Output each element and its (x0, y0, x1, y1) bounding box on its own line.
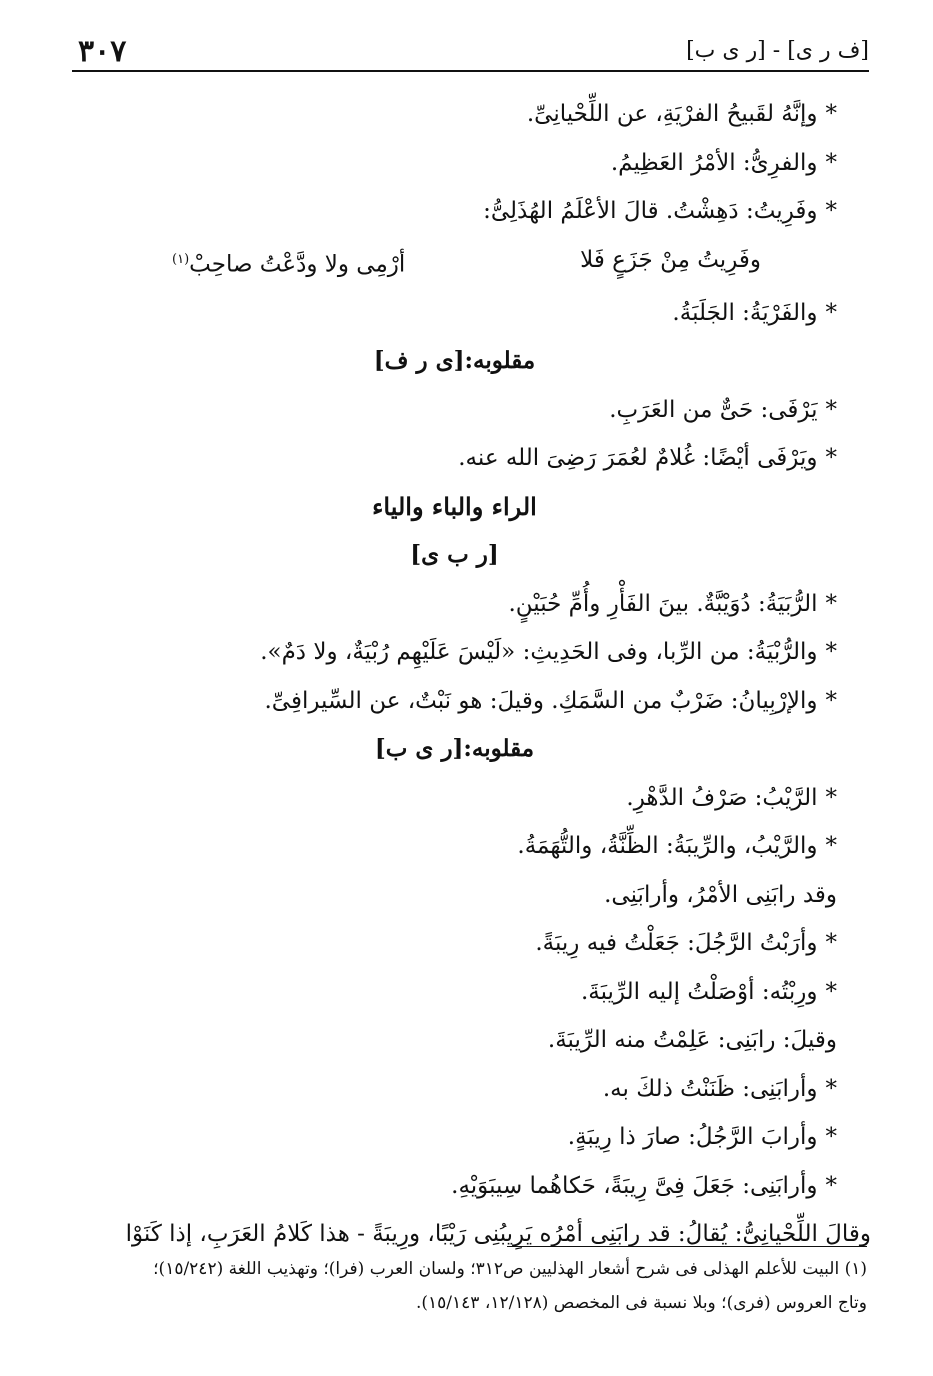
entry-line: *وأرَبْتُ الرَّجُلَ: جَعَلْتُ فيه رِيبَةً. (535, 930, 837, 957)
entry-line: *وإنَّهُ لقَبيحُ الفرْيَةِ، عن اللِّحْيانِىِّ. (526, 101, 837, 127)
section-title: الراء والباء والياء (372, 491, 537, 521)
page-header (72, 28, 869, 72)
verse-first-half: وفَرِيتُ مِنْ جَزَعٍ فَلا (580, 246, 761, 273)
entry-marker-icon: * (825, 1172, 837, 1199)
entry-marker-icon: * (825, 445, 837, 472)
footnotes (68, 1252, 867, 1320)
entry-line: *وأرابَ الرَّجُلُ: صارَ ذا رِيبَةٍ. (567, 1124, 837, 1151)
entry-line: *والرُّبْيَةُ: من الرِّبا، وفى الحَدِيثِ: «لَيْسَ عَلَيْهِم رُبْيَةٌ، ولا دَمٌ». (260, 639, 837, 666)
verse-second-half: أرْمِى ولا ودَّعْتُ صاحِبْ$^{(١)}$ (172, 251, 406, 278)
entry-line: *وأرابَنِى: جَعَلَ فِىَّ رِيبَةً، حَكاهُما سِيبَوَيْهِ. (451, 1172, 837, 1199)
subheading-maqlub: مقلوبه:[ر ى ب] (374, 735, 535, 763)
entry-line: *وأرابَنِى: ظَنَنْتُ ذلكَ به. (602, 1075, 837, 1102)
subheading-maqlub: مقلوبه:[ى ر ف] (373, 347, 536, 375)
entry-marker-icon: * (825, 1075, 837, 1102)
entry-marker-icon: * (825, 101, 837, 127)
entry-marker-icon: * (825, 149, 837, 176)
entry-line: *والفرِىُّ: الأمْرُ العَظِيمُ. (610, 149, 837, 176)
entry-marker-icon: * (825, 687, 837, 714)
running-head: [ف ر ى] - [ر ى ب] (686, 38, 869, 63)
entry-line: *وفَرِيتُ: دَهِشْتُ. قالَ الأعْلَمُ الهُذَلِىُّ: (483, 198, 837, 224)
entry-line: *يَرْفَى: حَىٌّ من العَرَبِ. (609, 396, 837, 423)
footnote-rule (507, 1246, 867, 1247)
entry-marker-icon: * (825, 978, 837, 1005)
entry-marker-icon: * (825, 639, 837, 666)
entry-marker-icon: * (825, 833, 837, 860)
page-number: ٣٠٧ (78, 34, 127, 69)
entry-line: *والإرْبِيانُ: ضَرْبٌ من السَّمَكِ. وقيلَ: هو نَبْتٌ، عن السِّيرافِىِّ. (264, 687, 837, 714)
entry-line: *الرَّيْبُ: صَرْفُ الدَّهْرِ. (626, 784, 837, 811)
header-rule (72, 70, 869, 72)
footnote-mark: (١) (172, 251, 190, 267)
entry-line: وقد رابَنِى الأمْرُ، وأرابَنِى. (604, 881, 837, 908)
poetry-verse (72, 236, 837, 289)
root-heading: [ر ب ى] (410, 541, 499, 569)
entry-marker-icon: * (825, 198, 837, 224)
entry-line: وقالَ اللِّحْيانِىُّ: يُقالُ: قد رابَنِى أمْرُه يَرِيبُنِى رَيْبًا، ورِيبَةً - هذا كَلامُ العَرَبِ، إذا كَنَوْا (125, 1221, 871, 1248)
main-text (72, 90, 871, 1259)
footnote-line: وتاج العروس (فرى)؛ وبلا نسبة فى المخصص (١٢/١٢٨، ١٥/١٤٣). (416, 1293, 867, 1313)
entry-marker-icon: * (825, 1124, 837, 1151)
entry-marker-icon: * (825, 930, 837, 957)
entry-marker-icon: * (825, 590, 837, 617)
entry-line: *والفَرْيَةُ: الجَلَبَةُ. (672, 299, 837, 326)
entry-line: *ويَرْفَى أيْضًا: غُلامٌ لعُمَرَ رَضِىَ الله عنه. (458, 445, 837, 472)
footnote-line: (١) البيت للأعلم الهذلى فى شرح أشعار الهذليين ص٣١٢؛ ولسان العرب (فرا)؛ وتهذيب اللغة (١٥/٢٤٢)؛ (153, 1259, 867, 1279)
entry-line: *والرَّيْبُ، والرِّيبَةُ: الظِّنَّةُ، والتُّهَمَةُ. (517, 833, 837, 860)
entry-line: *ورِبْتُه: أوْصَلْتُ إليه الرِّيبَةَ. (580, 978, 837, 1005)
entry-marker-icon: * (825, 299, 837, 326)
entry-marker-icon: * (825, 784, 837, 811)
entry-line: وقيلَ: رابَنِى: عَلِمْتُ منه الرِّيبَةَ. (547, 1027, 837, 1054)
entry-marker-icon: * (825, 396, 837, 423)
entry-line: *الرُّبَيَةُ: دُوَيْبَّةٌ. بينَ الفَأْرِ وأُمِّ حُبَيْنٍ. (508, 590, 837, 617)
